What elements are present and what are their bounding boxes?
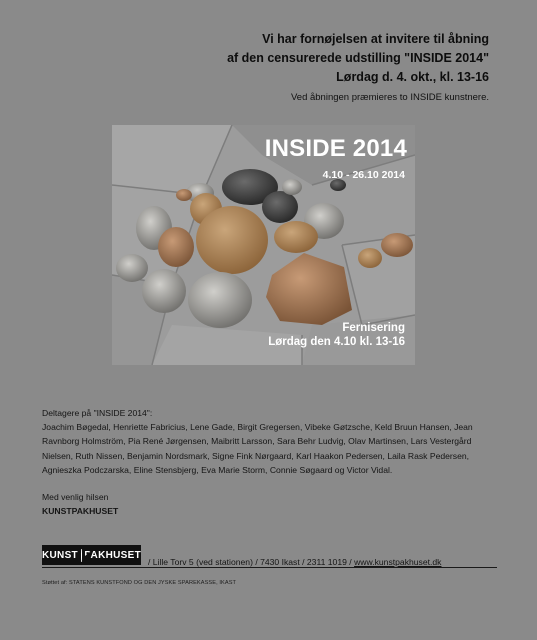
logo-text-left: KUNST (42, 549, 78, 561)
invitation-line-1: Vi har fornøjelsen at invitere til åbning (262, 32, 489, 46)
invitation-date-line: Lørdag d. 4. okt., kl. 13-16 (336, 70, 489, 84)
poster-fernisering: Fernisering (342, 322, 405, 334)
footer-address (148, 557, 441, 567)
poster-title: INSIDE 2014 (264, 135, 407, 162)
participants-section (42, 406, 492, 477)
exhibition-poster-image (112, 125, 415, 365)
website-link[interactable]: www.kunstpakhuset.dk (354, 557, 442, 567)
closing-section (42, 490, 118, 518)
logo-text-right: PAKHUSET (84, 549, 141, 561)
participants-names: Joachim Bøgedal, Henriette Fabricius, Lene Gade, Birgit Gregersen, Vibeke Gøtzsche, Keld Bruun Hansen, Jean Ravnborg Holmström, Pia René Jørgensen, Maibritt Larsson, Sara Behr Ludvig, Olav Martinsen, Lars Vestergård Nielsen, Ruth Nissen, Benjamin Nordsmark, Signe Fink Nørgaard, Karl Haakon Pedersen, Laila Rask Pedersen, Agnieszka Podczarska, Eline Stensbjerg, Eva Marie Storm, Connie Søgaard og Victor Vidal. (42, 422, 473, 475)
footer-divider (42, 567, 497, 568)
invitation-subline: Ved åbningen præmieres to INSIDE kunstnere. (290, 92, 489, 103)
invitation-header (69, 30, 489, 107)
poster-opening-info (268, 321, 405, 349)
closing-organization: KUNSTPAKHUSET (42, 506, 119, 516)
poster-opening-time: Lørdag den 4.10 kl. 13-16 (268, 336, 405, 348)
participants-heading: Deltagere på "INSIDE 2014": (42, 408, 153, 418)
sponsor-note: Støttet af: STATENS KUNSTFOND OG DEN JYSKE SPAREKASSE, IKAST (42, 580, 237, 586)
address-text: / Lille Torv 5 (ved stationen) / 7430 Ikast / 2311 1019 / (148, 557, 355, 567)
kunstpakhuset-logo (42, 545, 141, 565)
invitation-line-2: af den censurerede udstilling "INSIDE 2014" (227, 51, 489, 65)
closing-greeting: Med venlig hilsen (42, 492, 109, 502)
poster-dates: 4.10 - 26.10 2014 (322, 169, 405, 181)
